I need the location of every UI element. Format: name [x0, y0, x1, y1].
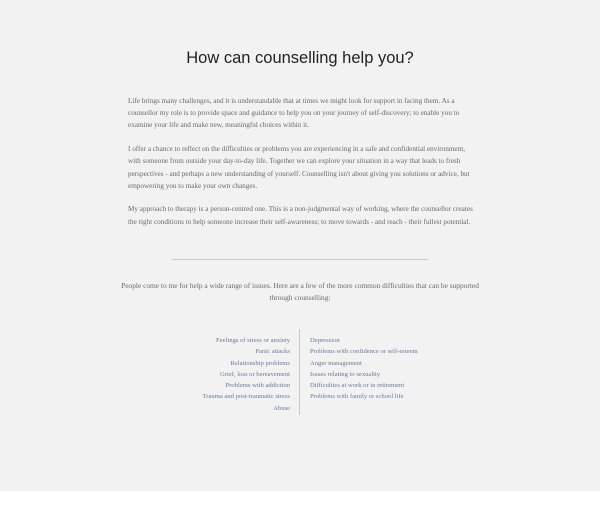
issue-item: Issues relating to sexuality	[310, 370, 381, 378]
page-title: How can counselling help you?	[186, 49, 414, 67]
column-divider	[299, 329, 300, 415]
intro-paragraph: My approach to therapy is a person-centred one. This is a non-judgmental way of working, where the counsellor creates the right conditions to help someone increase their self-awareness; to move towards - and reach - their fullest potential.	[128, 205, 473, 226]
issues-list-left	[140, 335, 290, 414]
issue-item: Panic attacks	[255, 348, 290, 356]
issue-item: Difficulties at work or in retirement	[310, 382, 405, 390]
issues-intro-text: People come to me for help a wide range of issues. Here are a few of the more common difficulties that can be supported through counselling:	[121, 281, 479, 303]
intro-paragraph: I offer a chance to reflect on the difficulties or problems you are experiencing in a safe and confidential environment, with someone from outside your day-to-day life. Together we can explore your situation in a way that leads to fresh perspectives - and perhaps a new understanding of yourself. Counselling isn't about giving you solutions or advice, but empowering you to make your own changes.	[128, 145, 470, 190]
footer-area	[0, 491, 600, 531]
issue-item: Problems with confidence or self-esteem	[310, 348, 418, 356]
issue-item: Problems with addiction	[225, 382, 290, 390]
issues-intro	[120, 280, 480, 304]
issue-item: Trauma and post-traumatic stress	[202, 393, 290, 401]
issue-item: Feelings of stress or anxiety	[216, 337, 290, 344]
issue-item: Problems with family or school life	[310, 393, 404, 401]
intro-text	[128, 95, 473, 239]
issue-item: Abuse	[273, 404, 290, 412]
intro-paragraph: Life brings many challenges, and it is understandable that at times we might look for support in facing them. As a counsellor my role is to provide space and guidance to help you on your journey of self-discovery; to enable you to examine your life and make new, meaningful choices within it.	[128, 97, 460, 130]
section-divider	[172, 259, 428, 260]
issue-item: Relationship problems	[230, 359, 290, 367]
issue-item: Depression	[310, 337, 340, 344]
issues-list-right	[310, 335, 470, 403]
issue-item: Anger management	[310, 359, 362, 367]
issue-item: Grief, loss or bereavement	[220, 370, 290, 378]
